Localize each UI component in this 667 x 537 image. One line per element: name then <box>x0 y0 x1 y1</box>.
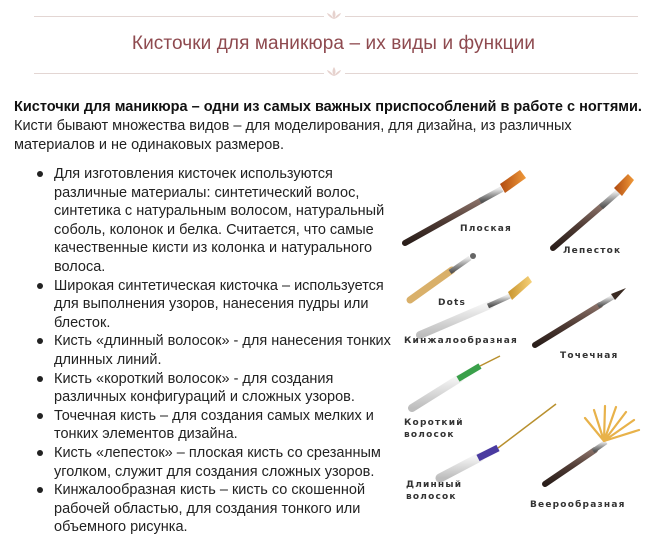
intro-bold-text: Кисточки для маникюра – одни из самых важных приспособлений в работе с ногтями. <box>14 99 642 115</box>
list-item: Точечная кисть – для создания самых мелких и тонких элементов дизайна. <box>14 407 406 444</box>
list-item: Для изготовления кисточек используются различные материалы: синтетический волос, синтетика с натуральным волосом, натуральный соболь, колонок и белка. Считается, что самые качественные кисти из колонка и натурального волоса. <box>14 165 406 277</box>
list-item: Широкая синтетическая кисточка – используется для выполнения узоров, нанесения пудры или блесток. <box>14 277 406 333</box>
dots-tool <box>410 253 476 300</box>
list-item: Кисть «длинный волосок» - для нанесения тонких длинных линий. <box>14 332 406 369</box>
list-item: Кисть «лепесток» – плоская кисть со срезанным уголком, служит для создания сложных узоров. <box>14 444 406 481</box>
page-title: Кисточки для маникюра – их виды и функции <box>131 33 536 54</box>
label-long-line2: волосок <box>406 492 457 502</box>
label-fan: Веерообразная <box>530 500 626 510</box>
list-item: Кисть «короткий волосок» - для создания различных конфигураций и сложных узоров. <box>14 370 406 407</box>
label-short-line2: волосок <box>404 430 455 440</box>
point-brush <box>535 288 626 345</box>
label-point: Точечная <box>560 351 619 361</box>
fan-brush <box>545 406 639 484</box>
short-liner-brush <box>412 356 500 408</box>
petal-brush <box>553 174 634 248</box>
intro-text: Кисти бывают множества видов – для моделирования, для дизайна, из различных материалов и не одинаковых размеров. <box>14 118 572 153</box>
label-short-line1: Короткий <box>404 418 464 428</box>
list-item: Кинжалообразная кисть – кисть со скошенной рабочей областью, для создания тонкого или объемного рисунка. <box>14 481 406 537</box>
label-dots: Dots <box>438 298 467 308</box>
label-petal: Лепесток <box>563 246 622 256</box>
label-dagger: Кинжалообразная <box>404 336 518 346</box>
label-flat: Плоская <box>460 224 513 234</box>
long-liner-brush <box>440 404 556 478</box>
label-long-line1: Длинный <box>406 480 463 490</box>
